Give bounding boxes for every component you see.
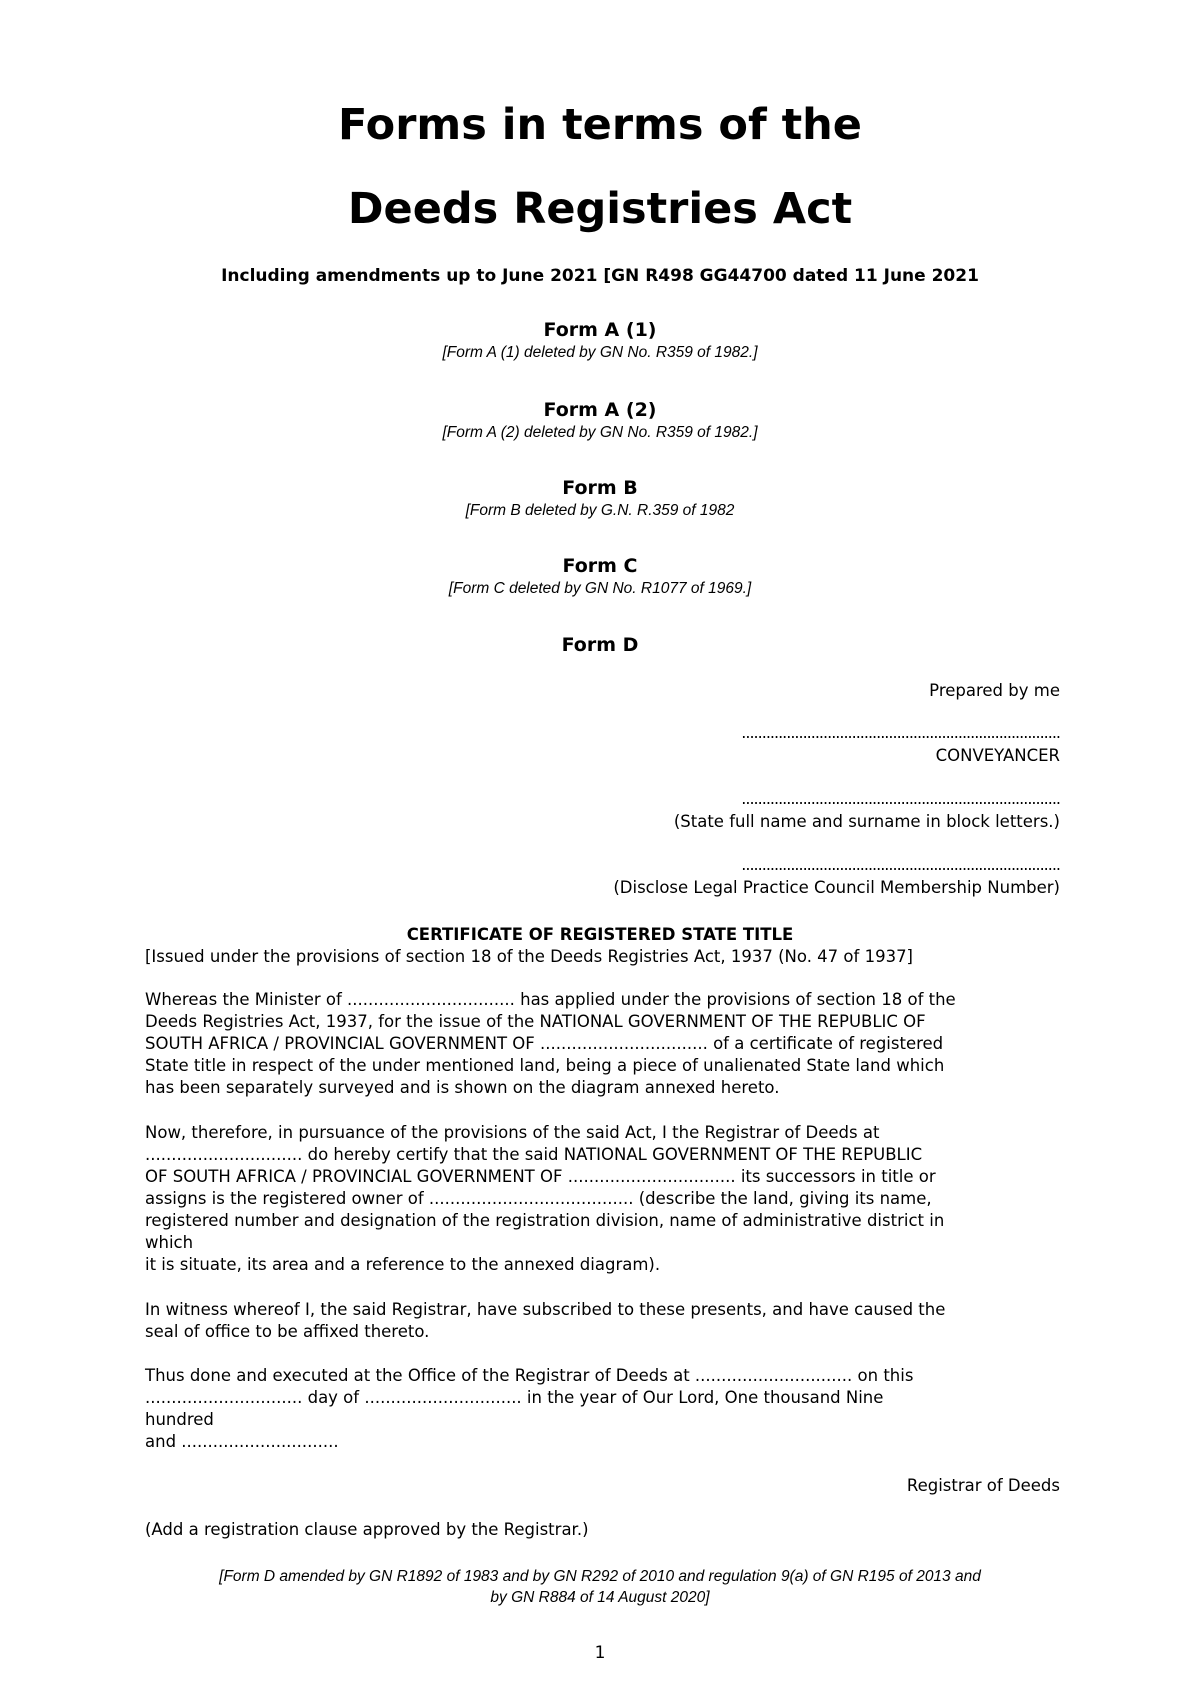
conveyancer-label: CONVEYANCER [935, 746, 1060, 765]
full-name-line: .............................................................................. [741, 789, 1060, 808]
membership-number-line: .............................................................................. [741, 855, 1060, 874]
certificate-issued-under: [Issued under the provisions of section 18 of the Deeds Registries Act, 1937 (No. 47 of 1937] [145, 947, 913, 966]
page-number: 1 [594, 1643, 606, 1663]
form-a1-section [0, 317, 1200, 363]
form-c-section [0, 553, 1200, 599]
form-a2-section [0, 397, 1200, 443]
document-title-line2: Deeds Registries Act [347, 184, 853, 234]
membership-hint: (Disclose Legal Practice Council Membership Number) [613, 878, 1060, 897]
full-name-hint: (State full name and surname in block letters.) [673, 812, 1060, 831]
form-heading: Form D [561, 634, 639, 656]
registrar-signature-label: Registrar of Deeds [906, 1476, 1060, 1495]
certificate-paragraph-executed: Thus done and executed at the Office of the Registrar of Deeds at .............................. on this .............................. day of .............................. in the year of Our Lord, One thousand Nine hundred and .............................. [145, 1366, 914, 1451]
certificate-paragraph-witness: In witness whereof I, the said Registrar, have subscribed to these presents, and have caused the seal of office to be affixed thereto. [145, 1300, 946, 1341]
prepared-by-label: Prepared by me [929, 681, 1060, 700]
document-subtitle: Including amendments up to June 2021 [GN R498 GG44700 dated 11 June 2021 [221, 266, 979, 286]
form-heading: Form A (1) [543, 319, 657, 341]
registration-clause-note: (Add a registration clause approved by the Registrar.) [145, 1520, 589, 1539]
form-heading: Form C [562, 555, 638, 577]
form-note: [Form A (1) deleted by GN No. R359 of 1982.] [442, 344, 758, 361]
conveyancer-signature-line: .............................................................................. [741, 723, 1060, 742]
form-note: [Form B deleted by G.N. R.359 of 1982 [465, 502, 735, 519]
form-heading: Form B [562, 477, 638, 499]
document-title-line1: Forms in terms of the [338, 100, 862, 150]
form-heading: Form A (2) [543, 399, 657, 421]
form-b-section [0, 475, 1200, 521]
form-d-section [0, 632, 1200, 658]
certificate-title: CERTIFICATE OF REGISTERED STATE TITLE [406, 925, 794, 944]
amendment-note: [Form D amended by GN R1892 of 1983 and by GN R292 of 2010 and regulation 9(a) of GN R195 of 2013 and by GN R884 of 14 August 2020] [219, 1568, 981, 1606]
certificate-paragraph-whereas: Whereas the Minister of ................................ has applied under the provisions of section 18 of the Deeds Registries Act, 1937, for the issue of the NATIONAL GOVERNMENT OF THE REPUBLIC OF SOUTH AFRICA / PROVINCIAL GOVERNMENT OF ................................ of a certificate of registered State title in respect of the under mentioned land, being a piece of unalienated State land which has been separately surveyed and is shown on the diagram annexed hereto. [145, 990, 956, 1097]
form-note: [Form C deleted by GN No. R1077 of 1969.] [448, 580, 752, 597]
form-note: [Form A (2) deleted by GN No. R359 of 1982.] [442, 424, 758, 441]
certificate-paragraph-now-therefore: Now, therefore, in pursuance of the provisions of the said Act, I the Registrar of Deeds at .............................. do hereby certify that the said NATIONAL GOVERNMENT OF THE REPUBLIC OF SOUTH AFRICA / PROVINCIAL GOVERNMENT OF ................................ its successors in title or assigns is the registered owner of ....................................... (describe the land, giving its name, registered number and designation of the registration division, name of administrative district in which it is situate, its area and a reference to the annexed diagram). [145, 1123, 945, 1274]
